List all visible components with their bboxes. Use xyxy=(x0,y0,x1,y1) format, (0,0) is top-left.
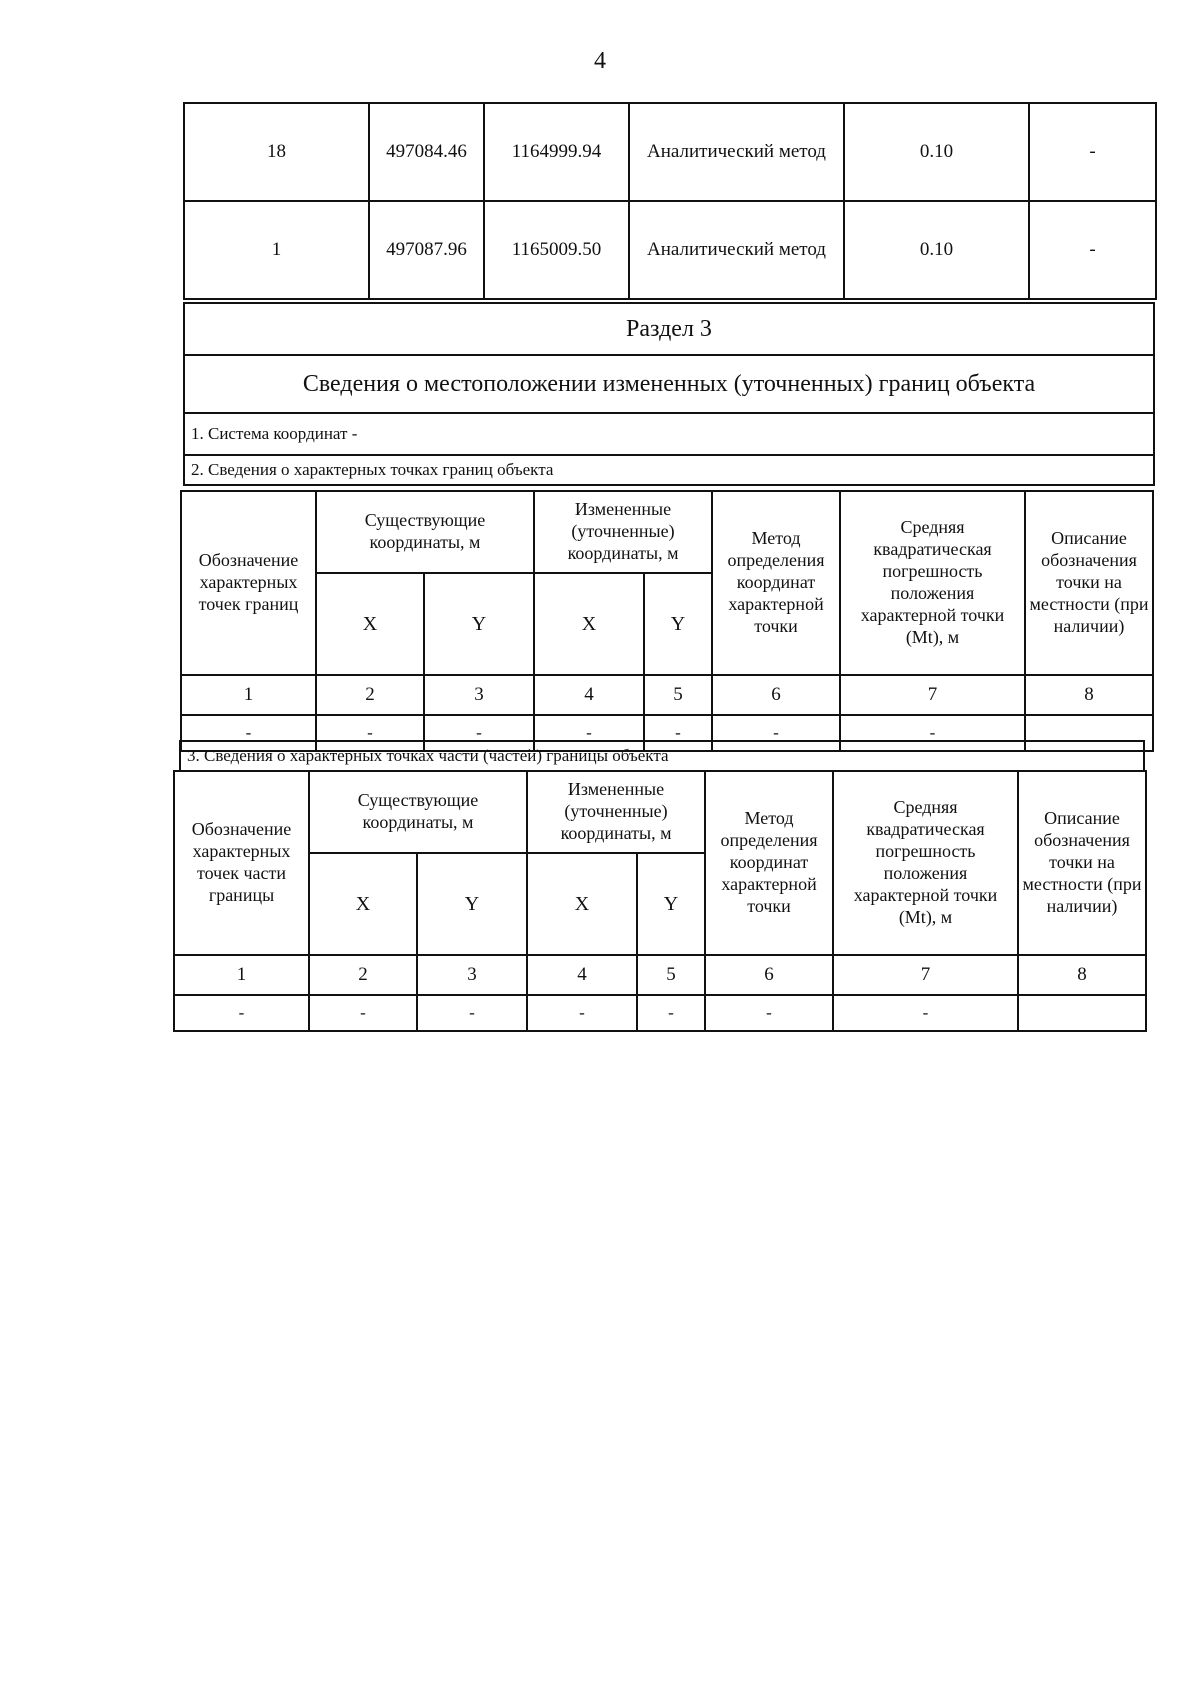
table-cell: - xyxy=(833,995,1018,1031)
table-cell: - xyxy=(417,995,527,1031)
column-number: 4 xyxy=(527,955,637,995)
table-cell: - xyxy=(527,995,637,1031)
point-x: 497087.96 xyxy=(369,201,484,299)
part-points-subtitle: 3. Сведения о характерных точках части (частей) границы объекта xyxy=(179,740,1145,770)
col-point-label-header: Обозначение характерных точек части границы xyxy=(174,771,309,955)
column-number: 5 xyxy=(637,955,705,995)
column-number: 3 xyxy=(424,675,534,715)
col-existing-y: Y xyxy=(417,853,527,955)
col-changed-header: Измененные (уточненные) координаты, м xyxy=(527,771,705,853)
boundary-points-table-continued xyxy=(183,102,1157,300)
column-numbers-row xyxy=(181,675,1153,715)
col-point-label-header: Обозначение характерных точек границ xyxy=(181,491,316,675)
table-cell: - xyxy=(424,715,534,751)
table-cell: - xyxy=(534,715,644,751)
table-row xyxy=(174,995,1146,1031)
table-cell: - xyxy=(712,715,840,751)
column-number: 6 xyxy=(712,675,840,715)
section-title: Раздел 3 xyxy=(184,303,1154,355)
col-changed-y: Y xyxy=(644,573,712,675)
col-existing-header: Существующие координаты, м xyxy=(309,771,527,853)
point-label: 18 xyxy=(184,103,369,201)
table-cell: - xyxy=(644,715,712,751)
table-cell: - xyxy=(174,995,309,1031)
point-label: 1 xyxy=(184,201,369,299)
column-number: 2 xyxy=(309,955,417,995)
col-changed-x: X xyxy=(534,573,644,675)
page-number: 4 xyxy=(594,48,606,74)
col-description-header: Описание обозначения точки на местности (при наличии) xyxy=(1025,491,1153,675)
column-numbers-row xyxy=(174,955,1146,995)
point-y: 1164999.94 xyxy=(484,103,629,201)
column-number: 8 xyxy=(1018,955,1146,995)
column-number: 5 xyxy=(644,675,712,715)
point-method: Аналитический метод xyxy=(629,103,844,201)
table-cell xyxy=(1018,995,1146,1031)
table-row xyxy=(184,201,1156,299)
column-number: 6 xyxy=(705,955,833,995)
col-method-header: Метод определения координат характерной точки xyxy=(705,771,833,955)
column-number: 3 xyxy=(417,955,527,995)
boundary-points-grid xyxy=(180,490,1154,752)
point-error: 0.10 xyxy=(844,201,1029,299)
point-x: 497084.46 xyxy=(369,103,484,201)
table-cell: - xyxy=(637,995,705,1031)
table-cell: - xyxy=(705,995,833,1031)
column-number: 7 xyxy=(833,955,1018,995)
table-cell: - xyxy=(181,715,316,751)
table-row xyxy=(184,103,1156,201)
col-changed-header: Измененные (уточненные) координаты, м xyxy=(534,491,712,573)
col-method-header: Метод определения координат характерной точки xyxy=(712,491,840,675)
point-y: 1165009.50 xyxy=(484,201,629,299)
col-error-header: Средняя квадратическая погрешность положения характерной точки (Mt), м xyxy=(833,771,1018,955)
column-number: 7 xyxy=(840,675,1025,715)
col-existing-header: Существующие координаты, м xyxy=(316,491,534,573)
table-cell: - xyxy=(316,715,424,751)
column-number: 1 xyxy=(181,675,316,715)
column-number: 4 xyxy=(534,675,644,715)
table-cell: - xyxy=(840,715,1025,751)
col-changed-y: Y xyxy=(637,853,705,955)
table-cell: - xyxy=(309,995,417,1031)
column-number: 1 xyxy=(174,955,309,995)
point-method: Аналитический метод xyxy=(629,201,844,299)
col-changed-x: X xyxy=(527,853,637,955)
point-description: - xyxy=(1029,103,1156,201)
col-existing-x: X xyxy=(316,573,424,675)
col-existing-x: X xyxy=(309,853,417,955)
points-subtitle: 2. Сведения о характерных точках границ объекта xyxy=(184,455,1154,485)
col-description-header: Описание обозначения точки на местности (при наличии) xyxy=(1018,771,1146,955)
column-number: 2 xyxy=(316,675,424,715)
column-number: 8 xyxy=(1025,675,1153,715)
part-boundary-points-grid xyxy=(173,770,1147,1032)
point-error: 0.10 xyxy=(844,103,1029,201)
col-existing-y: Y xyxy=(424,573,534,675)
point-description: - xyxy=(1029,201,1156,299)
coordinate-system: 1. Система координат - xyxy=(184,413,1154,455)
col-error-header: Средняя квадратическая погрешность положения характерной точки (Mt), м xyxy=(840,491,1025,675)
section-heading: Сведения о местоположении измененных (уточненных) границ объекта xyxy=(184,355,1154,413)
section-3-header xyxy=(183,302,1155,486)
